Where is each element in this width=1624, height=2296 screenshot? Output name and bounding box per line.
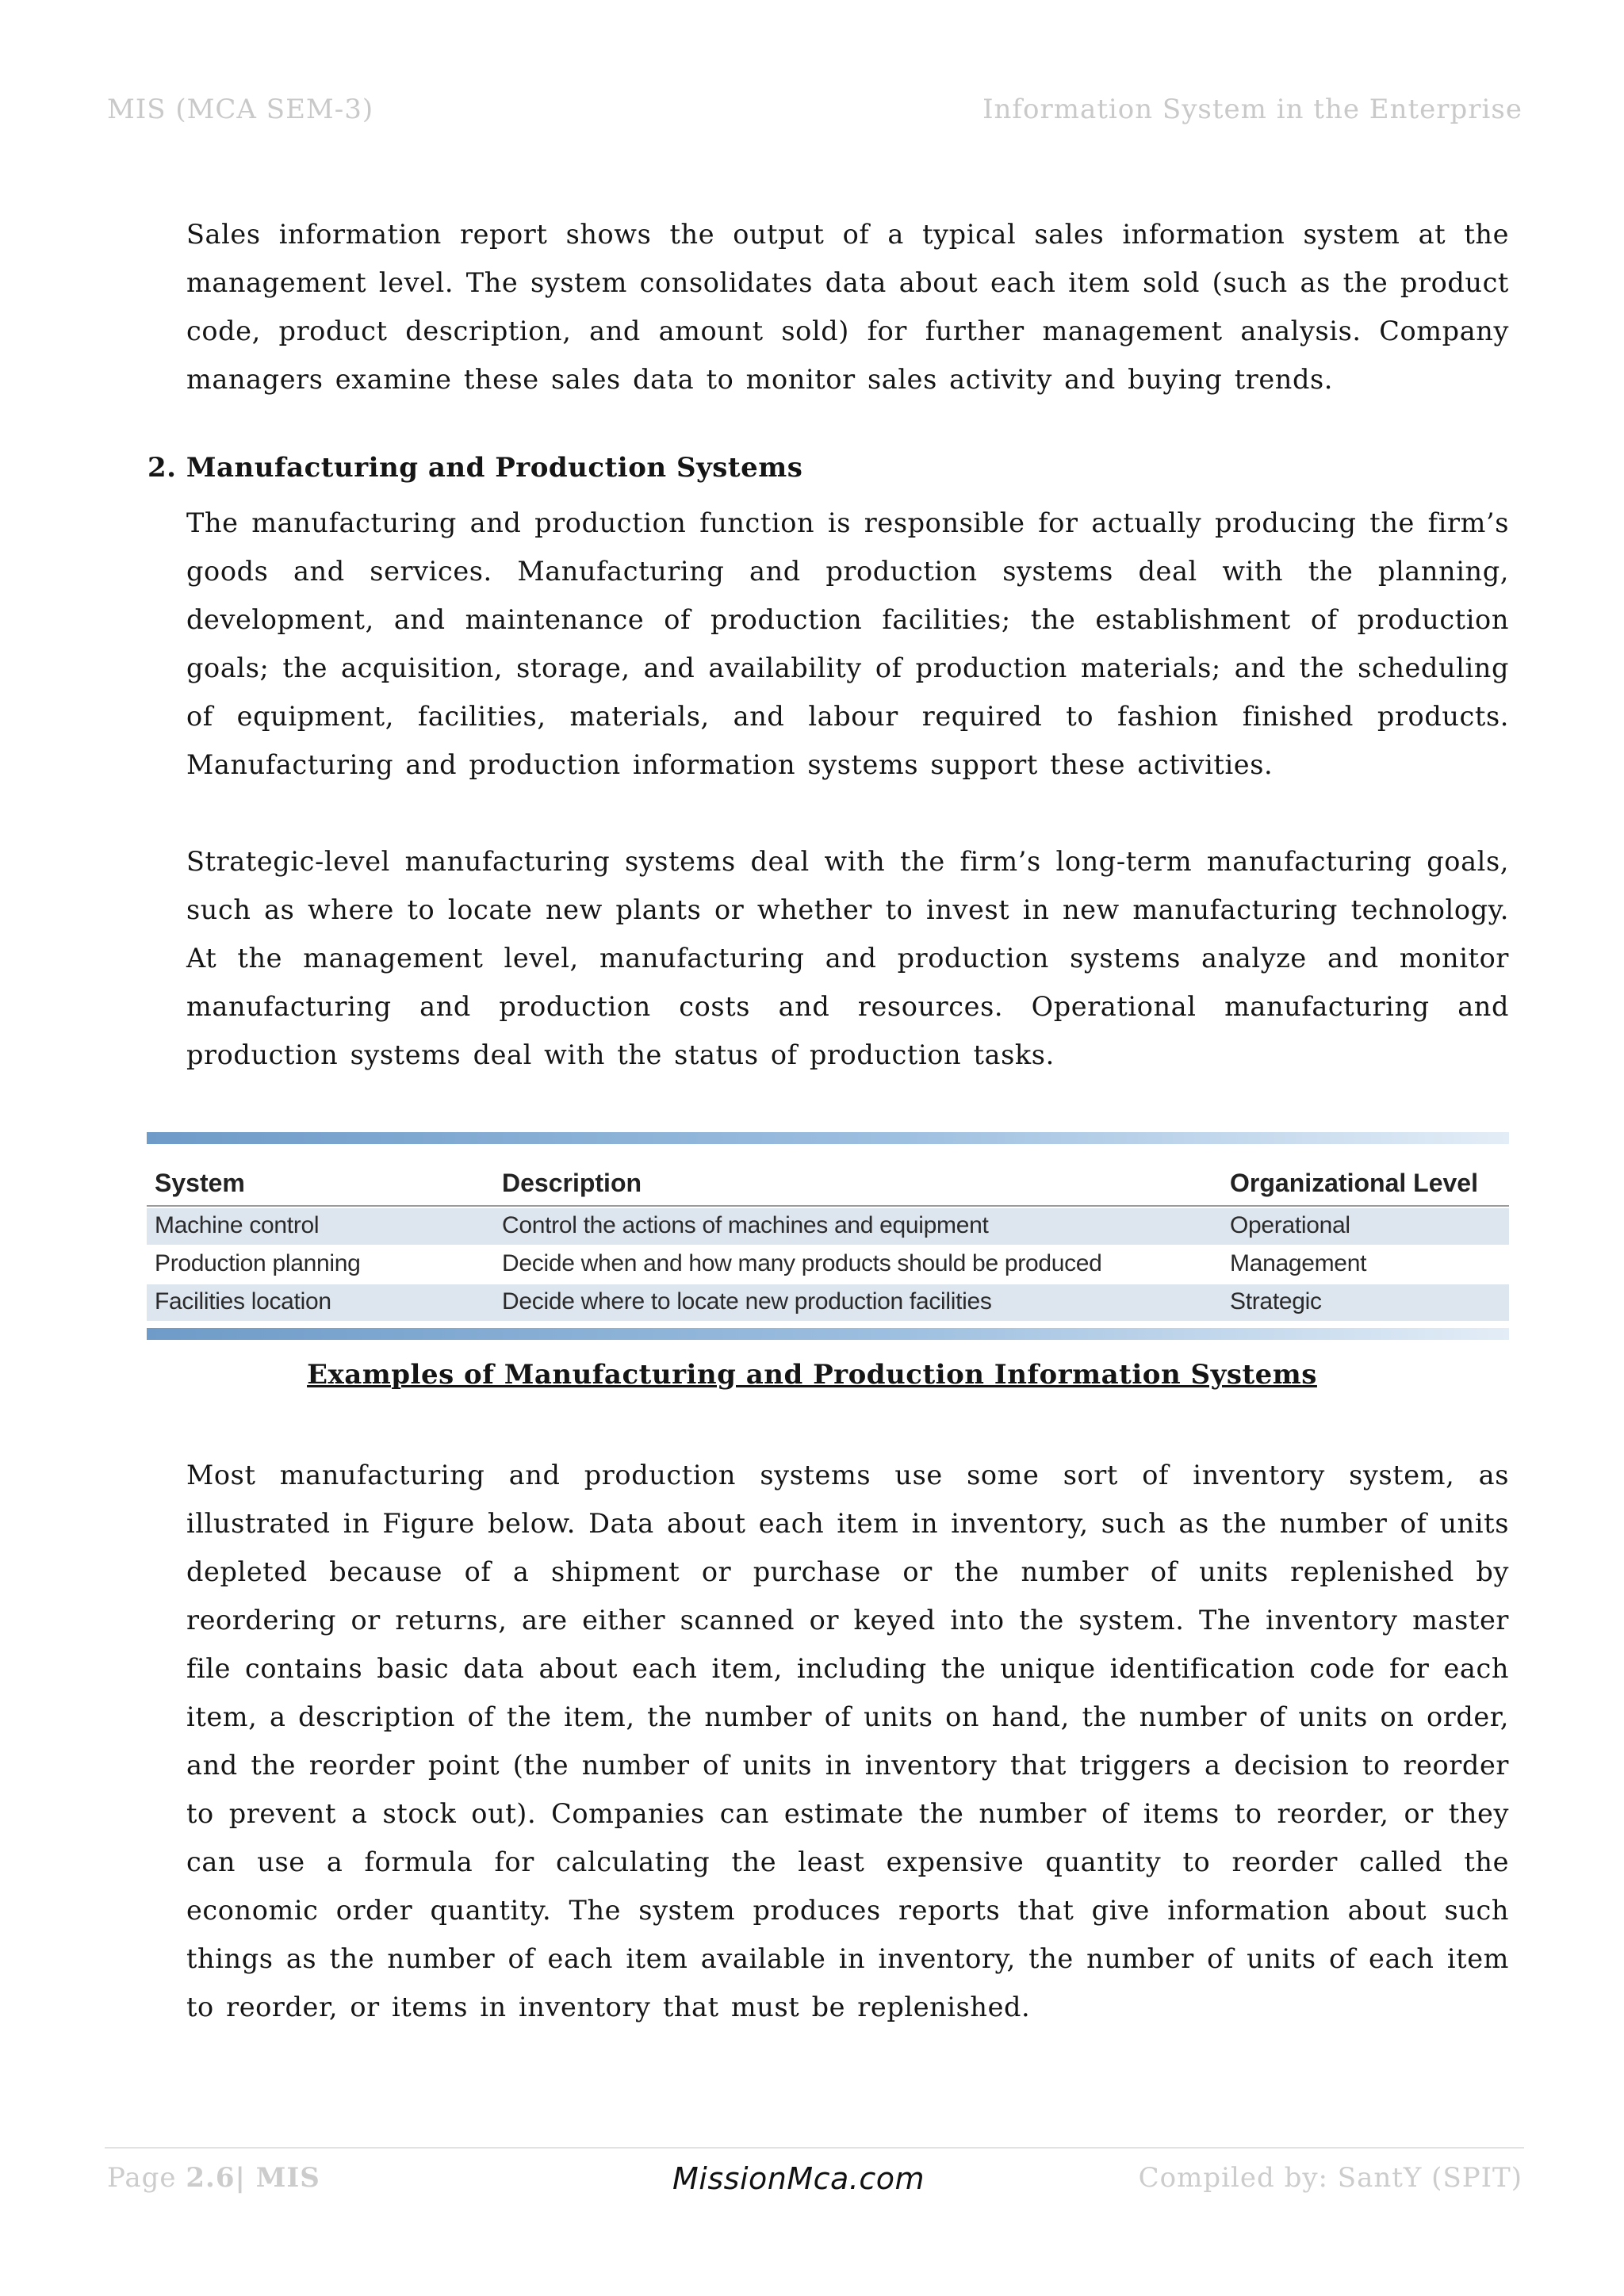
cell-level: Management — [1230, 1250, 1367, 1276]
table-header — [147, 1151, 1509, 1207]
cell-system: Machine control — [155, 1212, 320, 1238]
table-row — [147, 1284, 1509, 1321]
table-bottom-bar — [147, 1328, 1509, 1340]
cell-description: Decide when and how many products should be produced — [502, 1250, 1102, 1276]
systems-table — [147, 1132, 1509, 1342]
header-level: Organizational Level — [1230, 1169, 1478, 1197]
table-row — [147, 1246, 1509, 1283]
section-heading: 2. Manufacturing and Production Systems — [147, 452, 803, 484]
footer-page-prefix: Page — [107, 2162, 186, 2194]
header-description: Description — [502, 1169, 642, 1197]
table-top-bar — [147, 1132, 1509, 1144]
footer-compiled-by: Compiled by: SantY (SPIT) — [1138, 2162, 1522, 2194]
cell-system: Production planning — [155, 1250, 361, 1276]
header-system: System — [155, 1169, 245, 1197]
paragraph-manufacturing-function: The manufacturing and production function is responsible for actually producing the firm’s goods and services. Manufacturing and production systems deal with the planning, development, and maintenance of production facilities; the establishment of production goals; the acquisition, storage, and availability of production materials; and the scheduling of equipment, facilities, materials, and labour required to fashion finished products. Manufacturing and production information systems support these activities. — [186, 507, 1509, 780]
footer-subject: MIS — [245, 2162, 320, 2194]
header-right: Information System in the Enterprise — [982, 94, 1522, 125]
paragraph-strategic-level: Strategic-level manufacturing systems deal with the firm’s long-term manufacturing goals, such as where to locate new plants or whether to invest in new manufacturing technology. At the management level, manufacturing and production systems analyze and monitor manufacturing and production costs and resources. Operational manufacturing and production systems deal with the status of production tasks. — [186, 846, 1509, 1070]
header-left: MIS (MCA SEM-3) — [107, 94, 374, 125]
cell-level: Operational — [1230, 1212, 1350, 1238]
cell-description: Decide where to locate new production facilities — [502, 1288, 992, 1314]
table-row — [147, 1208, 1509, 1245]
site-logo: MissionMca.com — [672, 2161, 925, 2196]
cell-level: Strategic — [1230, 1288, 1322, 1314]
paragraph-sales-report: Sales information report shows the output of a typical sales information system at the management level. The system consolidates data about each item sold (such as the product code, product description, and amount sold) for further management analysis. Company managers examine these sales data to monitor sales activity and buying trends. — [186, 219, 1509, 395]
footer-page-number: 2.6| — [186, 2162, 246, 2194]
paragraph-inventory-system: Most manufacturing and production systems use some sort of inventory system, as illustrated in Figure below. Data about each item in inventory, such as the number of units depleted because of a shipment or purchase or the number of units replenished by reordering or returns, are either scanned or keyed into the system. The inventory master file contains basic data about each item, including the unique identification code for each item, a description of the item, the number of units on hand, the number of units on order, and the reorder point (the number of units in inventory that triggers a decision to reorder to prevent a stock out). Companies can estimate the number of items to reorder, or they can use a formula for calculating the least expensive quantity to reorder called the economic order quantity. The system produces reports that give information about such things as the number of each item available in inventory, the number of units of each item to reorder, or items in inventory that must be replenished. — [186, 1460, 1509, 2022]
table-caption: Examples of Manufacturing and Production Information Systems — [307, 1359, 1317, 1391]
footer-page-info — [107, 2162, 320, 2194]
cell-system: Facilities location — [155, 1288, 331, 1314]
cell-description: Control the actions of machines and equipment — [502, 1212, 989, 1238]
footer-divider — [105, 2147, 1524, 2149]
